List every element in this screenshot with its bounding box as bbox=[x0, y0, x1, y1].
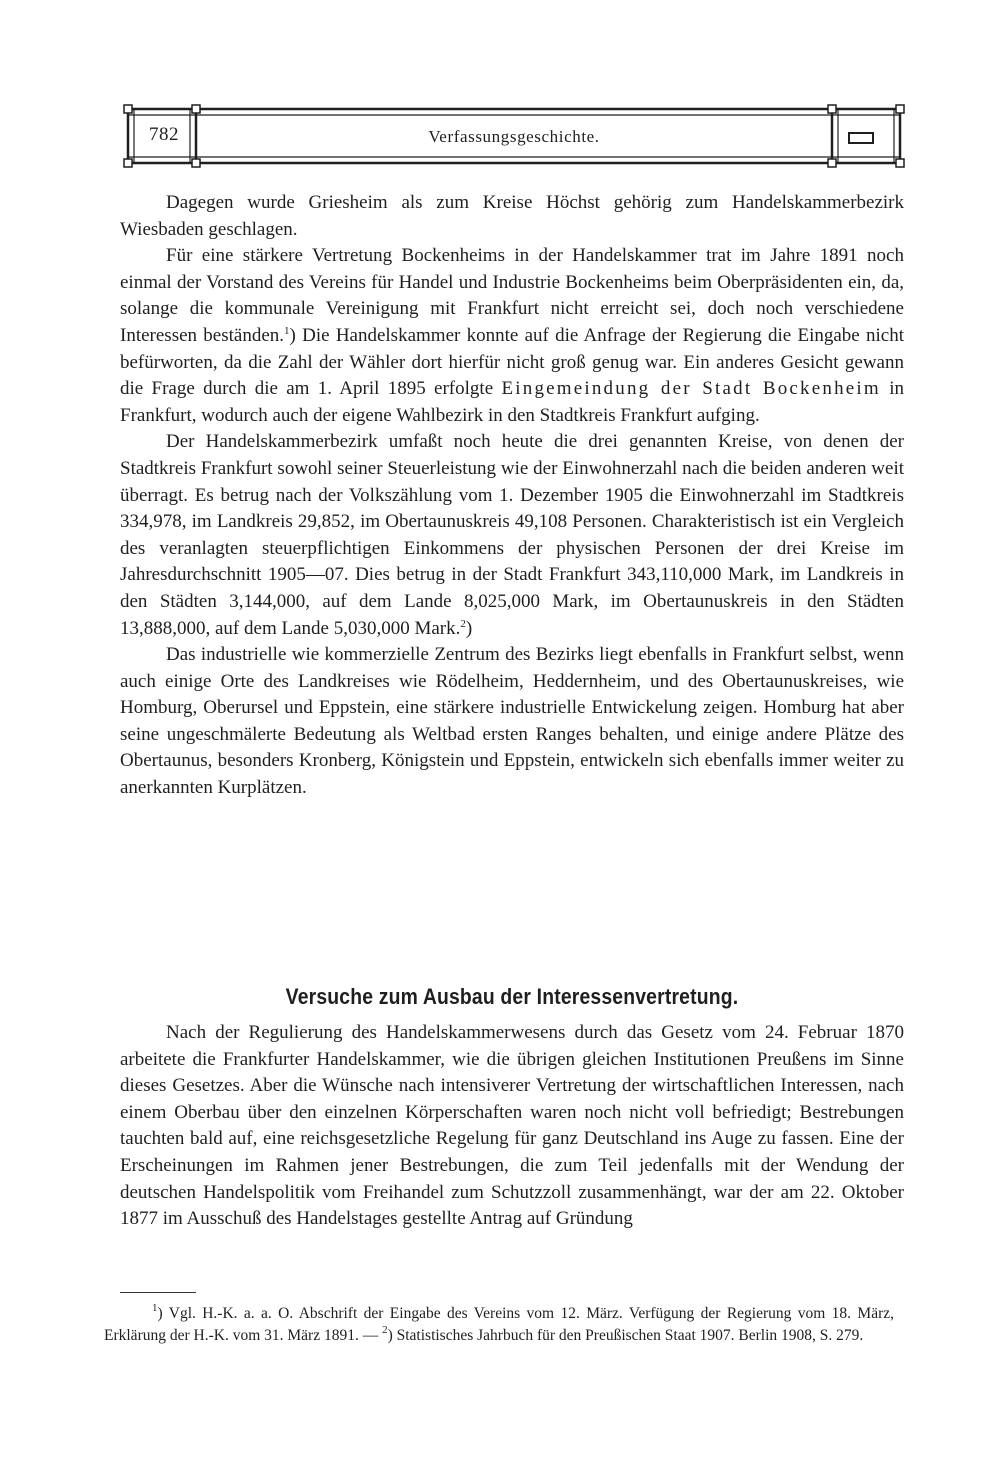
paragraph-handelskammerbezirk bbox=[120, 429, 904, 642]
footnote-1: ) Vgl. H.-K. a. a. O. Abschrift der Eingabe des Vereins vom 12. März. Verfügung der Regierung vom 18. März, Erklärung der H.-K. vom 31. März 1891. — bbox=[104, 1305, 894, 1344]
paragraph-text: Der Handelskammerbezirk umfaßt noch heute die drei genannten Kreise, von denen der Stadtkreis Frankfurt sowohl seiner Steuerleistung wie der Einwohnerzahl nach die beiden anderen weit überragt. Es betrug nach der Volkszählung vom 1. Dezember 1905 die Einwohnerzahl im Stadtkreis 334,978, im Landkreis 29,852, im Obertaunuskreis 49,108 Personen. Charakteristisch ist ein Vergleich des veranlagten steuerpflichtigen Einkommens der physischen Personen der drei Kreise im Jahresdurchschnitt 1905—07. Dies betrug in der Stadt Frankfurt 343,110,000 Mark, im Landkreis in den Städten 3,144,000, auf dem Lande 8,025,000 Mark, im Obertaunuskreis in den Städten 13,888,000, auf dem Lande 5,030,000 Mark. bbox=[120, 431, 904, 639]
body-text-section-2 bbox=[120, 1020, 904, 1233]
footnotes bbox=[104, 1303, 894, 1347]
paragraph-industrie: Das industrielle wie kommerzielle Zentrum des Bezirks liegt ebenfalls in Frankfurt selbst, wenn auch einige Orte des Landkreises wie Rödelheim, Heddernheim, und des Obertaunuskreises, wie Homburg, Oberursel und Eppstein, eine stärkere industrielle Entwickelung zeigen. Homburg hat aber seine ungeschmälerte Bedeutung als Weltbad ersten Ranges behalten, und einige andere Plätze des Obertaunus, besonders Kronberg, Königstein und Eppstein, entwickeln sich ebenfalls immer weiter zu anerkannten Kurplätzen. bbox=[120, 644, 904, 799]
footnote-reference-1: 1 bbox=[284, 324, 290, 337]
paragraph-text: ) bbox=[465, 617, 473, 639]
footnote-2: ) Statistisches Jahrbuch für den Preußischen Staat 1907. Berlin 1908, S. 279. bbox=[387, 1327, 864, 1344]
running-title: Verfassungsgeschichte. bbox=[428, 127, 600, 146]
running-header bbox=[122, 104, 906, 168]
emphasized-text: Eingemeindung der Stadt Bockenheim bbox=[501, 378, 881, 400]
paragraph-text: Die Handelskammer konnte auf die Anfrage der Regierung die Eingabe nicht befürworten, da die Zahl der Wähler dort hierfür nicht groß genug war. Ein anderes Gesicht gewann die Frage durch die am 1. April 1895 erfolgte bbox=[120, 324, 904, 400]
section-heading: Versuche zum Ausbau der Interessenvertretung. bbox=[285, 984, 739, 1009]
page-number: 782 bbox=[149, 124, 179, 145]
paragraph-text: Für eine stärkere Vertretung Bockenheims in der Handelskammer trat im Jahre 1891 noch einmal der Vorstand des Vereins für Handel und Industrie Bockenheims beim Oberpräsidenten ein, da, solange die kommunale Vereinigung mit Frankfurt nicht erreicht sei, doch noch verschiedene Interessen beständen. bbox=[120, 245, 904, 346]
rectangle-ornament-icon bbox=[848, 132, 874, 144]
footnote-reference-2: 2 bbox=[460, 617, 466, 630]
paragraph-griesheim: Dagegen wurde Griesheim als zum Kreise Höchst gehörig zum Handelskammerbezirk Wiesbaden geschlagen. bbox=[120, 192, 904, 240]
paragraph-text: ) bbox=[289, 324, 296, 346]
paragraph-text: in Frankfurt, wodurch auch der eigene Wahlbezirk in den Stadtkreis Frankfurt aufging. bbox=[120, 378, 904, 426]
body-text-section-1 bbox=[120, 190, 904, 802]
paragraph-regulierung: Nach der Regulierung des Handelskammerwesens durch das Gesetz vom 24. Februar 1870 arbeitete die Frankfurter Handelskammer, wie die übrigen gleichen Institutionen Preußens im Sinne dieses Gesetzes. Aber die Wünsche nach intensiverer Vertretung der wirtschaftlichen Interessen, nach einem Oberbau über den einzelnen Körperschaften waren noch nicht voll befriedigt; Bestrebungen tauchten bald auf, eine reichsgesetzliche Regelung für ganz Deutschland ins Auge zu fassen. Eine der Erscheinungen im Rahmen jener Bestrebungen, die zum Teil jedenfalls mit der Wendung der deutschen Handelspolitik vom Freihandel zum Schutzzoll zusammenhängt, war der am 22. Oktober 1877 im Ausschuß des Handelstages gestellte Antrag auf Gründung bbox=[120, 1022, 904, 1230]
paragraph-bockenheim bbox=[120, 243, 904, 429]
footnote-marker-2: 2 bbox=[382, 1324, 388, 1336]
footnote-text bbox=[104, 1303, 894, 1347]
footnote-marker-1: 1 bbox=[152, 1302, 158, 1314]
footnote-divider bbox=[120, 1292, 196, 1293]
